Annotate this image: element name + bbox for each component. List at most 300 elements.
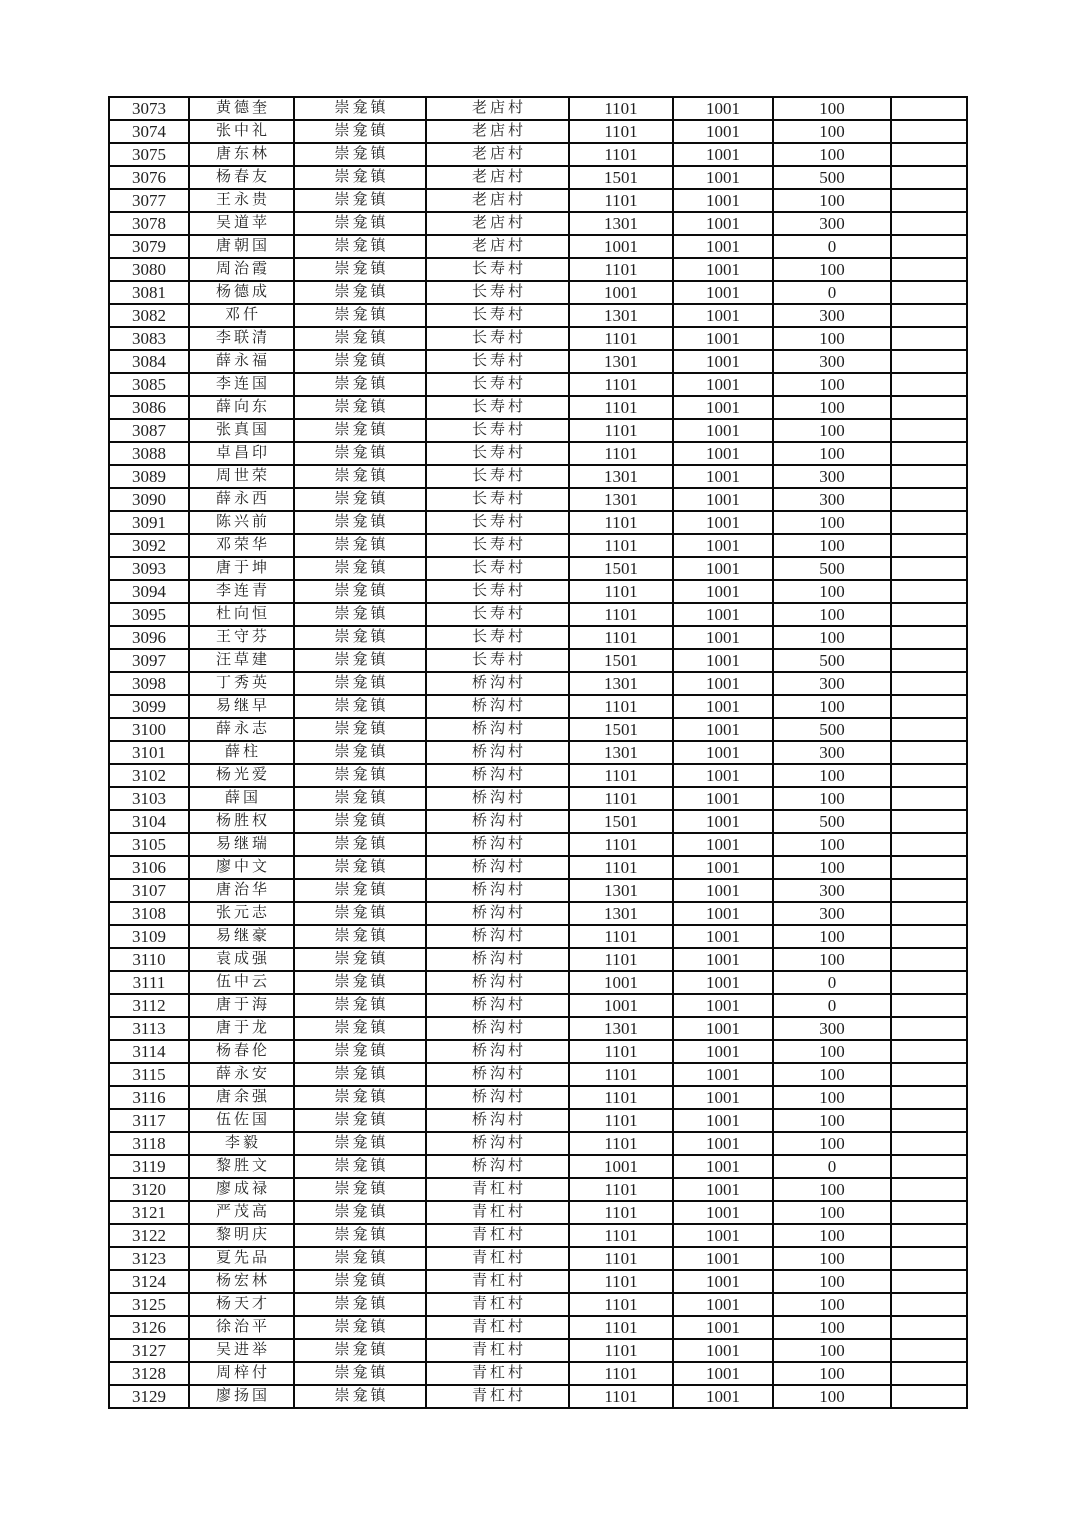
cell-code-b: 1001 [673, 557, 773, 580]
cell-town: 崇龛镇 [294, 971, 426, 994]
cell-serial-number: 3117 [109, 1109, 189, 1132]
cell-town: 崇龛镇 [294, 810, 426, 833]
cell-person-name: 杜向恒 [189, 603, 294, 626]
cell-blank [891, 902, 967, 925]
cell-code-a: 1101 [569, 603, 673, 626]
cell-village: 青杠村 [426, 1201, 569, 1224]
cell-amount: 300 [773, 902, 891, 925]
cell-village: 长寿村 [426, 488, 569, 511]
cell-town: 崇龛镇 [294, 327, 426, 350]
cell-serial-number: 3084 [109, 350, 189, 373]
cell-serial-number: 3124 [109, 1270, 189, 1293]
cell-blank [891, 971, 967, 994]
cell-code-a: 1101 [569, 626, 673, 649]
cell-amount: 100 [773, 419, 891, 442]
cell-serial-number: 3080 [109, 258, 189, 281]
cell-code-a: 1101 [569, 1201, 673, 1224]
cell-blank [891, 879, 967, 902]
cell-code-b: 1001 [673, 856, 773, 879]
cell-person-name: 唐东林 [189, 143, 294, 166]
cell-amount: 300 [773, 488, 891, 511]
cell-person-name: 薛永福 [189, 350, 294, 373]
cell-town: 崇龛镇 [294, 488, 426, 511]
cell-person-name: 李毅 [189, 1132, 294, 1155]
cell-person-name: 黎胜文 [189, 1155, 294, 1178]
cell-code-b: 1001 [673, 787, 773, 810]
cell-town: 崇龛镇 [294, 557, 426, 580]
cell-town: 崇龛镇 [294, 419, 426, 442]
cell-serial-number: 3087 [109, 419, 189, 442]
cell-village: 桥沟村 [426, 1155, 569, 1178]
table-row [109, 580, 967, 603]
table-row [109, 212, 967, 235]
cell-code-b: 1001 [673, 442, 773, 465]
table-row [109, 350, 967, 373]
cell-serial-number: 3082 [109, 304, 189, 327]
cell-code-a: 1101 [569, 1086, 673, 1109]
cell-town: 崇龛镇 [294, 580, 426, 603]
cell-village: 长寿村 [426, 373, 569, 396]
cell-person-name: 唐治华 [189, 879, 294, 902]
cell-code-b: 1001 [673, 120, 773, 143]
table-row [109, 879, 967, 902]
cell-amount: 100 [773, 327, 891, 350]
cell-town: 崇龛镇 [294, 511, 426, 534]
cell-village: 长寿村 [426, 649, 569, 672]
cell-code-a: 1301 [569, 672, 673, 695]
cell-person-name: 黄德奎 [189, 97, 294, 120]
cell-blank [891, 672, 967, 695]
cell-person-name: 吴进举 [189, 1339, 294, 1362]
cell-town: 崇龛镇 [294, 902, 426, 925]
cell-person-name: 薛柱 [189, 741, 294, 764]
table-row [109, 948, 967, 971]
cell-village: 老店村 [426, 143, 569, 166]
cell-person-name: 张元志 [189, 902, 294, 925]
cell-amount: 100 [773, 1109, 891, 1132]
cell-code-b: 1001 [673, 235, 773, 258]
table-row [109, 1132, 967, 1155]
cell-person-name: 杨春伦 [189, 1040, 294, 1063]
cell-town: 崇龛镇 [294, 1017, 426, 1040]
cell-code-b: 1001 [673, 350, 773, 373]
cell-serial-number: 3109 [109, 925, 189, 948]
cell-code-b: 1001 [673, 994, 773, 1017]
cell-village: 长寿村 [426, 534, 569, 557]
cell-town: 崇龛镇 [294, 833, 426, 856]
cell-person-name: 袁成强 [189, 948, 294, 971]
cell-serial-number: 3125 [109, 1293, 189, 1316]
cell-code-b: 1001 [673, 166, 773, 189]
cell-town: 崇龛镇 [294, 741, 426, 764]
cell-serial-number: 3105 [109, 833, 189, 856]
cell-person-name: 李联清 [189, 327, 294, 350]
cell-serial-number: 3075 [109, 143, 189, 166]
cell-serial-number: 3107 [109, 879, 189, 902]
table-row [109, 764, 967, 787]
cell-person-name: 李连青 [189, 580, 294, 603]
cell-person-name: 吴道苹 [189, 212, 294, 235]
cell-blank [891, 1293, 967, 1316]
table-row [109, 787, 967, 810]
cell-blank [891, 396, 967, 419]
cell-person-name: 周世荣 [189, 465, 294, 488]
cell-blank [891, 212, 967, 235]
cell-code-b: 1001 [673, 258, 773, 281]
cell-amount: 0 [773, 281, 891, 304]
cell-town: 崇龛镇 [294, 787, 426, 810]
cell-town: 崇龛镇 [294, 626, 426, 649]
cell-code-a: 1101 [569, 1316, 673, 1339]
cell-code-a: 1101 [569, 1109, 673, 1132]
table-row [109, 718, 967, 741]
cell-code-a: 1101 [569, 511, 673, 534]
cell-amount: 100 [773, 396, 891, 419]
cell-town: 崇龛镇 [294, 1201, 426, 1224]
cell-town: 崇龛镇 [294, 672, 426, 695]
cell-code-a: 1101 [569, 925, 673, 948]
cell-code-a: 1101 [569, 534, 673, 557]
cell-code-b: 1001 [673, 304, 773, 327]
cell-code-a: 1101 [569, 1224, 673, 1247]
cell-code-b: 1001 [673, 1293, 773, 1316]
cell-person-name: 张中礼 [189, 120, 294, 143]
cell-town: 崇龛镇 [294, 1316, 426, 1339]
cell-amount: 100 [773, 603, 891, 626]
cell-code-b: 1001 [673, 1385, 773, 1408]
cell-code-b: 1001 [673, 649, 773, 672]
cell-amount: 100 [773, 143, 891, 166]
table-row [109, 396, 967, 419]
cell-town: 崇龛镇 [294, 1132, 426, 1155]
cell-village: 桥沟村 [426, 1040, 569, 1063]
cell-code-a: 1101 [569, 695, 673, 718]
cell-blank [891, 442, 967, 465]
cell-blank [891, 534, 967, 557]
table-row [109, 1040, 967, 1063]
table-row [109, 741, 967, 764]
cell-person-name: 卓昌印 [189, 442, 294, 465]
cell-code-b: 1001 [673, 718, 773, 741]
cell-code-b: 1001 [673, 1224, 773, 1247]
cell-village: 桥沟村 [426, 1132, 569, 1155]
cell-person-name: 廖中文 [189, 856, 294, 879]
cell-person-name: 伍佐国 [189, 1109, 294, 1132]
cell-person-name: 周梓付 [189, 1362, 294, 1385]
cell-code-a: 1301 [569, 212, 673, 235]
cell-amount: 100 [773, 948, 891, 971]
cell-code-a: 1101 [569, 442, 673, 465]
table-row [109, 143, 967, 166]
cell-serial-number: 3079 [109, 235, 189, 258]
cell-village: 长寿村 [426, 626, 569, 649]
cell-amount: 100 [773, 856, 891, 879]
cell-amount: 100 [773, 1086, 891, 1109]
cell-person-name: 伍中云 [189, 971, 294, 994]
cell-code-b: 1001 [673, 1040, 773, 1063]
cell-code-a: 1301 [569, 304, 673, 327]
cell-village: 青杠村 [426, 1270, 569, 1293]
cell-amount: 100 [773, 695, 891, 718]
cell-code-b: 1001 [673, 741, 773, 764]
cell-serial-number: 3090 [109, 488, 189, 511]
cell-person-name: 徐治平 [189, 1316, 294, 1339]
cell-serial-number: 3076 [109, 166, 189, 189]
cell-village: 青杠村 [426, 1385, 569, 1408]
cell-code-a: 1101 [569, 189, 673, 212]
cell-serial-number: 3077 [109, 189, 189, 212]
cell-blank [891, 626, 967, 649]
cell-village: 桥沟村 [426, 1063, 569, 1086]
cell-town: 崇龛镇 [294, 189, 426, 212]
cell-serial-number: 3127 [109, 1339, 189, 1362]
cell-village: 青杠村 [426, 1339, 569, 1362]
cell-serial-number: 3116 [109, 1086, 189, 1109]
cell-code-a: 1101 [569, 143, 673, 166]
cell-serial-number: 3114 [109, 1040, 189, 1063]
cell-code-b: 1001 [673, 810, 773, 833]
table-row [109, 1017, 967, 1040]
cell-village: 桥沟村 [426, 787, 569, 810]
cell-person-name: 唐于海 [189, 994, 294, 1017]
cell-person-name: 周治霞 [189, 258, 294, 281]
cell-blank [891, 189, 967, 212]
table-row [109, 327, 967, 350]
cell-serial-number: 3113 [109, 1017, 189, 1040]
cell-town: 崇龛镇 [294, 1247, 426, 1270]
table-row [109, 1063, 967, 1086]
cell-town: 崇龛镇 [294, 695, 426, 718]
cell-code-a: 1001 [569, 1155, 673, 1178]
cell-code-a: 1001 [569, 235, 673, 258]
table-row [109, 166, 967, 189]
cell-town: 崇龛镇 [294, 1178, 426, 1201]
cell-code-b: 1001 [673, 97, 773, 120]
cell-village: 长寿村 [426, 442, 569, 465]
cell-village: 桥沟村 [426, 764, 569, 787]
cell-town: 崇龛镇 [294, 1224, 426, 1247]
cell-blank [891, 511, 967, 534]
table-row [109, 810, 967, 833]
cell-person-name: 邓荣华 [189, 534, 294, 557]
cell-blank [891, 281, 967, 304]
table-row [109, 511, 967, 534]
cell-village: 长寿村 [426, 603, 569, 626]
cell-code-b: 1001 [673, 281, 773, 304]
cell-amount: 100 [773, 1247, 891, 1270]
cell-town: 崇龛镇 [294, 465, 426, 488]
cell-town: 崇龛镇 [294, 350, 426, 373]
cell-blank [891, 557, 967, 580]
cell-village: 长寿村 [426, 327, 569, 350]
cell-blank [891, 350, 967, 373]
cell-blank [891, 304, 967, 327]
cell-code-a: 1101 [569, 1270, 673, 1293]
cell-code-a: 1501 [569, 718, 673, 741]
cell-blank [891, 695, 967, 718]
cell-person-name: 杨胜权 [189, 810, 294, 833]
cell-village: 老店村 [426, 120, 569, 143]
cell-code-a: 1501 [569, 649, 673, 672]
cell-amount: 100 [773, 1385, 891, 1408]
cell-amount: 0 [773, 994, 891, 1017]
cell-amount: 300 [773, 304, 891, 327]
cell-amount: 100 [773, 1201, 891, 1224]
table-row [109, 1270, 967, 1293]
cell-serial-number: 3085 [109, 373, 189, 396]
table-row [109, 672, 967, 695]
cell-blank [891, 327, 967, 350]
cell-blank [891, 810, 967, 833]
cell-person-name: 唐于坤 [189, 557, 294, 580]
cell-blank [891, 994, 967, 1017]
cell-code-a: 1101 [569, 419, 673, 442]
cell-blank [891, 833, 967, 856]
cell-village: 桥沟村 [426, 902, 569, 925]
cell-blank [891, 1385, 967, 1408]
cell-person-name: 廖扬国 [189, 1385, 294, 1408]
cell-code-b: 1001 [673, 1201, 773, 1224]
cell-code-b: 1001 [673, 212, 773, 235]
cell-amount: 500 [773, 166, 891, 189]
cell-blank [891, 235, 967, 258]
table-row [109, 695, 967, 718]
table-row [109, 1293, 967, 1316]
cell-serial-number: 3106 [109, 856, 189, 879]
cell-person-name: 张真国 [189, 419, 294, 442]
cell-serial-number: 3119 [109, 1155, 189, 1178]
cell-village: 桥沟村 [426, 1017, 569, 1040]
cell-code-b: 1001 [673, 672, 773, 695]
cell-amount: 100 [773, 511, 891, 534]
cell-amount: 500 [773, 557, 891, 580]
cell-blank [891, 603, 967, 626]
cell-code-a: 1301 [569, 879, 673, 902]
cell-code-a: 1101 [569, 1247, 673, 1270]
cell-town: 崇龛镇 [294, 120, 426, 143]
cell-code-b: 1001 [673, 143, 773, 166]
cell-amount: 100 [773, 1339, 891, 1362]
cell-blank [891, 1178, 967, 1201]
cell-code-b: 1001 [673, 465, 773, 488]
cell-blank [891, 649, 967, 672]
cell-code-b: 1001 [673, 1362, 773, 1385]
cell-amount: 100 [773, 787, 891, 810]
cell-person-name: 薛永志 [189, 718, 294, 741]
cell-town: 崇龛镇 [294, 212, 426, 235]
cell-blank [891, 787, 967, 810]
cell-blank [891, 925, 967, 948]
cell-town: 崇龛镇 [294, 534, 426, 557]
cell-town: 崇龛镇 [294, 281, 426, 304]
cell-amount: 100 [773, 97, 891, 120]
cell-town: 崇龛镇 [294, 1385, 426, 1408]
cell-code-a: 1301 [569, 902, 673, 925]
cell-town: 崇龛镇 [294, 1270, 426, 1293]
cell-person-name: 薛永安 [189, 1063, 294, 1086]
cell-person-name: 易继早 [189, 695, 294, 718]
cell-code-a: 1301 [569, 741, 673, 764]
cell-village: 桥沟村 [426, 833, 569, 856]
cell-code-b: 1001 [673, 1109, 773, 1132]
cell-code-a: 1101 [569, 327, 673, 350]
cell-serial-number: 3097 [109, 649, 189, 672]
cell-village: 桥沟村 [426, 948, 569, 971]
cell-serial-number: 3081 [109, 281, 189, 304]
cell-amount: 100 [773, 580, 891, 603]
cell-blank [891, 488, 967, 511]
table-row [109, 97, 967, 120]
cell-village: 长寿村 [426, 258, 569, 281]
cell-town: 崇龛镇 [294, 235, 426, 258]
cell-code-b: 1001 [673, 971, 773, 994]
cell-town: 崇龛镇 [294, 603, 426, 626]
cell-serial-number: 3094 [109, 580, 189, 603]
cell-serial-number: 3083 [109, 327, 189, 350]
cell-village: 长寿村 [426, 419, 569, 442]
cell-code-b: 1001 [673, 1017, 773, 1040]
cell-code-a: 1101 [569, 396, 673, 419]
cell-person-name: 王守芬 [189, 626, 294, 649]
cell-amount: 300 [773, 350, 891, 373]
cell-serial-number: 3091 [109, 511, 189, 534]
cell-town: 崇龛镇 [294, 97, 426, 120]
cell-code-a: 1101 [569, 1362, 673, 1385]
cell-code-b: 1001 [673, 925, 773, 948]
cell-blank [891, 143, 967, 166]
cell-code-b: 1001 [673, 948, 773, 971]
cell-serial-number: 3110 [109, 948, 189, 971]
cell-code-a: 1101 [569, 1178, 673, 1201]
cell-amount: 100 [773, 1040, 891, 1063]
cell-serial-number: 3073 [109, 97, 189, 120]
cell-village: 青杠村 [426, 1293, 569, 1316]
cell-person-name: 薛永西 [189, 488, 294, 511]
table-row [109, 304, 967, 327]
cell-person-name: 李连国 [189, 373, 294, 396]
cell-amount: 100 [773, 1316, 891, 1339]
table-row [109, 419, 967, 442]
cell-amount: 100 [773, 120, 891, 143]
cell-person-name: 丁秀英 [189, 672, 294, 695]
cell-serial-number: 3129 [109, 1385, 189, 1408]
cell-code-a: 1101 [569, 120, 673, 143]
cell-village: 桥沟村 [426, 994, 569, 1017]
cell-village: 桥沟村 [426, 971, 569, 994]
cell-code-b: 1001 [673, 1247, 773, 1270]
cell-code-a: 1101 [569, 787, 673, 810]
cell-code-a: 1001 [569, 994, 673, 1017]
cell-person-name: 薛向东 [189, 396, 294, 419]
cell-person-name: 夏先品 [189, 1247, 294, 1270]
cell-village: 青杠村 [426, 1224, 569, 1247]
table-row [109, 1109, 967, 1132]
cell-code-b: 1001 [673, 764, 773, 787]
cell-code-a: 1001 [569, 281, 673, 304]
cell-town: 崇龛镇 [294, 994, 426, 1017]
cell-code-a: 1101 [569, 856, 673, 879]
cell-village: 桥沟村 [426, 718, 569, 741]
cell-code-b: 1001 [673, 1086, 773, 1109]
cell-amount: 100 [773, 442, 891, 465]
cell-town: 崇龛镇 [294, 396, 426, 419]
cell-town: 崇龛镇 [294, 1086, 426, 1109]
cell-village: 长寿村 [426, 465, 569, 488]
cell-town: 崇龛镇 [294, 1339, 426, 1362]
cell-village: 桥沟村 [426, 856, 569, 879]
cell-village: 长寿村 [426, 557, 569, 580]
cell-amount: 500 [773, 718, 891, 741]
